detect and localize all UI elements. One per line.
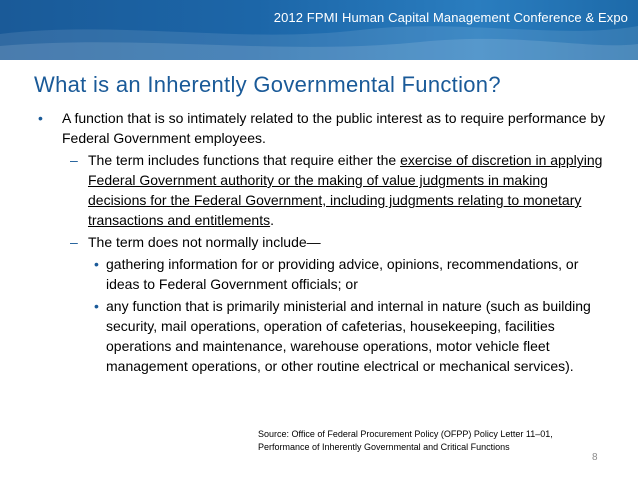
- slide-title: What is an Inherently Governmental Function?: [34, 72, 501, 97]
- conference-title: 2012 FPMI Human Capital Management Conference & Expo: [273, 10, 628, 25]
- dash-marker: –: [70, 152, 78, 168]
- bullet-text: A function that is so intimately related to the public interest as to require performance by Federal Government employees.: [62, 110, 606, 146]
- exclusion-text: gathering information for or providing advice, opinions, recommendations, or ideas to Federal Government officials; or: [106, 256, 579, 292]
- bullet-marker: •: [94, 256, 99, 272]
- source-citation: [258, 428, 553, 454]
- header-banner: [0, 0, 638, 60]
- exclusion-text: any function that is primarily ministerial and internal in nature (such as building security, mail operations, operation of cafeterias, housekeeping, facilities operations and maintenance, warehouse operations, motor vehicle fleet management operations, or other routine electrical or mechanical services).: [106, 298, 591, 374]
- sub-point-prefix: The term includes functions that require either the: [88, 152, 401, 168]
- bullet-marker: •: [38, 110, 43, 126]
- page-number: 8: [592, 452, 598, 463]
- source-line: Source: Office of Federal Procurement Policy (OFPP) Policy Letter 11–01,: [258, 429, 553, 439]
- exclusion-item: [38, 296, 610, 376]
- dash-marker: –: [70, 234, 78, 250]
- banner-decoration: [0, 0, 638, 60]
- source-line: Performance of Inherently Governmental and Critical Functions: [258, 442, 510, 452]
- bullet-definition: [38, 108, 610, 148]
- sub-point-excludes: [38, 232, 610, 252]
- sub-point-includes: [38, 150, 610, 230]
- sub-point-underlined: exercise of discretion in applying Federal Government authority or the making of value judgments in making decisions for the Federal Government, including judgments relating to monetary transactions and entitlements: [88, 152, 603, 228]
- sub-point-text: The term does not normally include—: [88, 234, 321, 250]
- slide-body: [38, 108, 610, 376]
- bullet-marker: •: [94, 298, 99, 314]
- sub-point-suffix: .: [270, 212, 274, 228]
- exclusion-item: [38, 254, 610, 294]
